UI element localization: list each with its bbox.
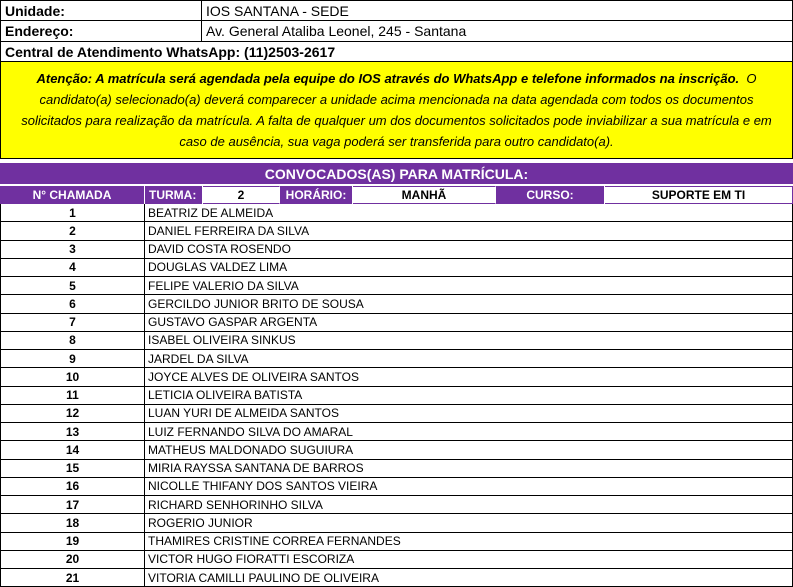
table-row [0,551,793,569]
table-row [0,478,793,496]
table-row [0,533,793,551]
address-label: Endereço: [0,21,202,42]
class-value: 2 [203,186,280,204]
call-number-cell: 3 [0,241,145,259]
call-number-cell: 15 [0,460,145,478]
student-list [0,204,793,587]
student-name-cell: BEATRIZ DE ALMEIDA [145,204,793,222]
student-name-cell: DANIEL FERREIRA DA SILVA [145,222,793,240]
table-row [0,441,793,459]
table-row [0,423,793,441]
call-number-cell: 12 [0,405,145,423]
course-label: CURSO: [496,186,605,204]
section-title: CONVOCADOS(AS) PARA MATRÍCULA: [0,163,793,185]
student-name-cell: ROGERIO JUNIOR [145,514,793,532]
table-row [0,368,793,386]
call-number-cell: 1 [0,204,145,222]
student-name-cell: LUIZ FERNANDO SILVA DO AMARAL [145,423,793,441]
table-row [0,496,793,514]
call-number-cell: 14 [0,441,145,459]
student-name-cell: VITORIA CAMILLI PAULINO DE OLIVEIRA [145,569,793,587]
student-name-cell: JARDEL DA SILVA [145,350,793,368]
call-number-cell: 16 [0,478,145,496]
address-row [0,21,793,42]
call-number-cell: 11 [0,387,145,405]
schedule-label: HORÁRIO: [280,186,353,204]
student-name-cell: RICHARD SENHORINHO SILVA [145,496,793,514]
call-number-cell: 19 [0,533,145,551]
call-number-header: N° CHAMADA [0,186,145,204]
schedule-value: MANHÃ [353,186,496,204]
address-value: Av. General Ataliba Leonel, 245 - Santana [202,21,793,42]
notice-rest: O candidato(a) selecionado(a) deverá comparecer a unidade acima mencionada na data agendada com todos os documentos solicitados para realização da matrícula. A falta de qualquer um dos documentos solicitados pode inviabilizar a sua matrícula e em caso de ausência, sua vaga poderá ser transferida para outro candidato(a). [21,71,772,149]
student-name-cell: FELIPE VALERIO DA SILVA [145,277,793,295]
call-number-cell: 13 [0,423,145,441]
table-row [0,332,793,350]
call-number-cell: 2 [0,222,145,240]
unit-label: Unidade: [0,1,202,21]
table-row [0,241,793,259]
student-name-cell: DAVID COSTA ROSENDO [145,241,793,259]
call-number-cell: 17 [0,496,145,514]
student-name-cell: ISABEL OLIVEIRA SINKUS [145,332,793,350]
table-row [0,314,793,332]
call-number-cell: 10 [0,368,145,386]
table-row [0,350,793,368]
student-name-cell: MIRIA RAYSSA SANTANA DE BARROS [145,460,793,478]
table-row [0,387,793,405]
class-label: TURMA: [145,186,203,204]
table-row [0,204,793,222]
call-number-cell: 21 [0,569,145,587]
table-row [0,277,793,295]
table-row [0,295,793,313]
unit-row [0,0,793,21]
student-name-cell: LETICIA OLIVEIRA BATISTA [145,387,793,405]
student-name-cell: GUSTAVO GASPAR ARGENTA [145,314,793,332]
unit-value: IOS SANTANA - SEDE [202,1,793,21]
notice-bold: Atenção: A matrícula será agendada pela equipe do IOS através do WhatsApp e telefone informados na inscrição. [36,71,740,86]
call-number-cell: 5 [0,277,145,295]
course-value: SUPORTE EM TI [605,186,793,204]
whatsapp-row [0,42,793,62]
whatsapp-contact: Central de Atendimento WhatsApp: (11)2503-2617 [0,42,793,62]
call-number-cell: 6 [0,295,145,313]
student-name-cell: LUAN YURI DE ALMEIDA SANTOS [145,405,793,423]
notice-text [9,68,784,152]
student-name-cell: JOYCE ALVES DE OLIVEIRA SANTOS [145,368,793,386]
call-number-cell: 8 [0,332,145,350]
table-row [0,405,793,423]
table-row [0,514,793,532]
table-row [0,460,793,478]
table-row [0,259,793,277]
call-number-cell: 4 [0,259,145,277]
student-name-cell: MATHEUS MALDONADO SUGUIURA [145,441,793,459]
call-number-cell: 20 [0,551,145,569]
call-number-cell: 7 [0,314,145,332]
student-name-cell: GERCILDO JUNIOR BRITO DE SOUSA [145,295,793,313]
student-name-cell: NICOLLE THIFANY DOS SANTOS VIEIRA [145,478,793,496]
table-row [0,222,793,240]
call-number-cell: 18 [0,514,145,532]
call-number-cell: 9 [0,350,145,368]
table-row [0,569,793,587]
table-header [0,186,793,204]
student-name-cell: THAMIRES CRISTINE CORREA FERNANDES [145,533,793,551]
notice-box [0,62,793,159]
student-name-cell: VICTOR HUGO FIORATTI ESCORIZA [145,551,793,569]
student-name-cell: DOUGLAS VALDEZ LIMA [145,259,793,277]
